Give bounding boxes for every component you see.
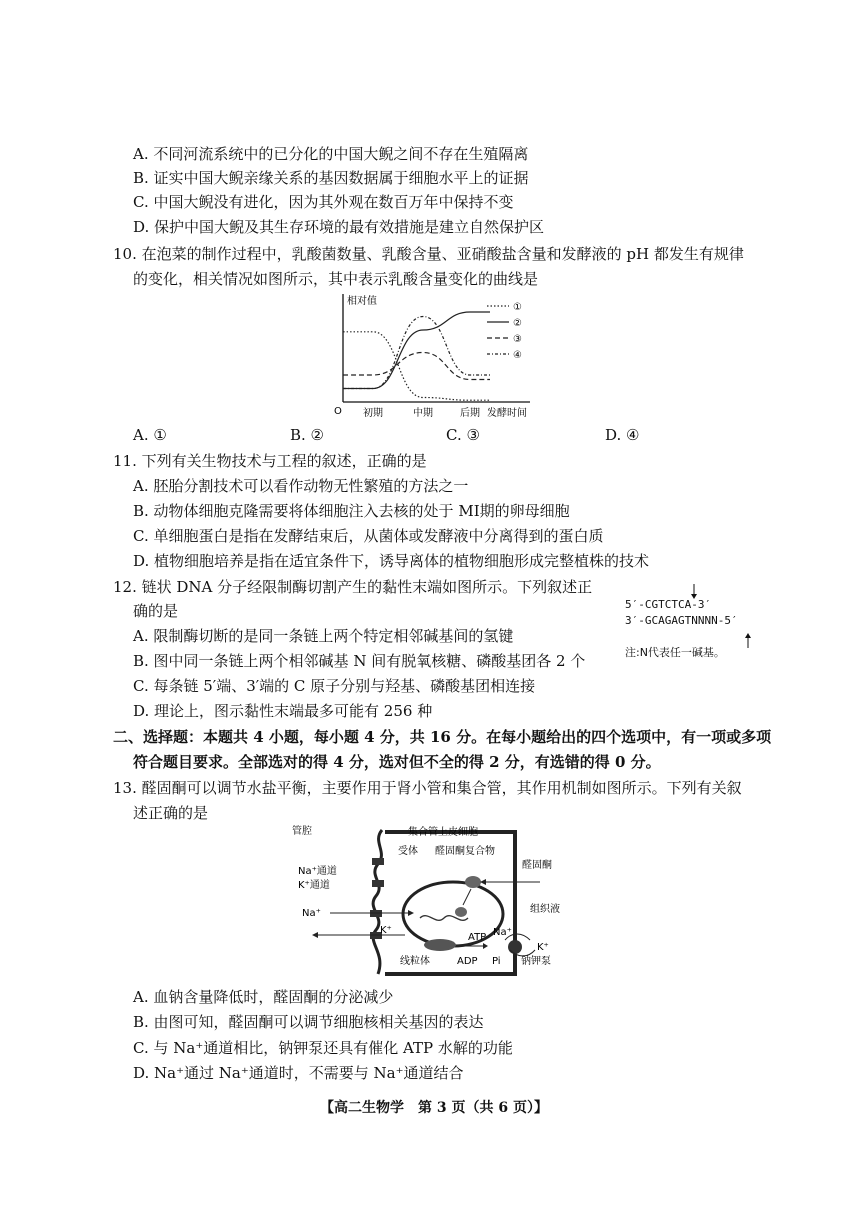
q12-stem-line1: 12. 链状 DNA 分子经限制酶切割产生的黏性末端如图所示。下列叙述正 (113, 578, 593, 596)
complex-to-nucleus-arrow (463, 889, 471, 905)
label-atp: ATP (468, 932, 487, 943)
receptor-complex (465, 876, 481, 888)
na-channel-shape (372, 858, 384, 865)
complex-in-nucleus (455, 907, 467, 917)
atp-arrow-head (483, 943, 488, 949)
q13-stem-line1: 13. 醛固酮可以调节水盐平衡，主要作用于肾小管和集合管，其作用机制如图所示。下列有关叙 (113, 779, 742, 797)
label-na-right: Na⁺ (493, 927, 512, 938)
x-tick-label: 后期 (460, 408, 480, 419)
label-mito: 线粒体 (400, 956, 430, 967)
label-pump: 钠钾泵 (521, 956, 551, 967)
legend-label-1: ① (513, 302, 522, 313)
q12-stem-line2: 确的是 (133, 602, 179, 620)
q10-options (0, 425, 868, 445)
na-in-arrow-head (408, 910, 414, 916)
apical-membrane (373, 830, 382, 974)
label-hormone: 醛固酮 (522, 860, 552, 871)
q11-option-c: C. 单细胞蛋白是指在发酵结束后，从菌体或发酵液中分离得到的蛋白质 (133, 527, 604, 545)
q9-option-c: C. 中国大鲵没有进化，因为其外观在数百万年中保持不变 (133, 193, 514, 211)
label-pi: Pi (492, 956, 501, 967)
dna-strand-bottom: 3′-GCAGAGTNNNN-5′ (625, 614, 738, 627)
label-na: Na⁺ (302, 908, 321, 919)
cut-arrow-bottom-head (745, 633, 751, 638)
q9-option-b: B. 证实中国大鲵亲缘关系的基因数据属于细胞水平上的证据 (133, 169, 529, 187)
section2-line1: 二、选择题：本题共 4 小题，每小题 4 分，共 16 分。在每小题给出的四个选项中，有一项或多项 (113, 728, 772, 746)
dna-note: 注:N代表任一碱基。 (625, 646, 725, 659)
mitochondrion (424, 939, 456, 951)
q11-stem: 11. 下列有关生物技术与工程的叙述，正确的是 (113, 452, 427, 470)
q13-figure (290, 822, 575, 982)
series-line-2 (343, 312, 490, 389)
y-axis-label: 相对值 (347, 296, 377, 307)
label-k: K⁺ (380, 925, 392, 936)
q13-option-c: C. 与 Na⁺通道相比，钠钾泵还具有催化 ATP 水解的功能 (133, 1039, 513, 1057)
label-k-channel: K⁺通道 (298, 880, 330, 891)
q10-option-c: C. ③ (446, 426, 480, 444)
q12-option-d: D. 理论上，图示黏性末端最多可能有 256 种 (133, 702, 433, 720)
section2-line2: 符合题目要求。全部选对的得 4 分，选对但不全的得 2 分，有选错的得 0 分。 (133, 753, 661, 771)
label-na-channel: Na⁺通道 (298, 866, 337, 877)
q13-option-b: B. 由图可知，醛固酮可以调节细胞核相关基因的表达 (133, 1013, 484, 1031)
q9-option-d: D. 保护中国大鲵及其生存环境的最有效措施是建立自然保护区 (133, 218, 545, 236)
origin-label: O (334, 406, 342, 417)
x-tick-label: 初期 (363, 408, 383, 419)
q13-stem-line2: 述正确的是 (133, 804, 209, 822)
series-line-1 (343, 332, 490, 400)
x-tick-label: 中期 (413, 408, 433, 419)
q13-option-d: D. Na⁺通过 Na⁺通道时，不需要与 Na⁺通道结合 (133, 1064, 464, 1082)
q12-figure (625, 582, 765, 662)
label-tissue-fluid: 组织液 (530, 904, 560, 915)
label-adp: ADP (457, 956, 478, 967)
series-line-3 (343, 353, 490, 380)
label-receptor: 受体 (398, 846, 418, 857)
legend-label-2: ② (513, 318, 522, 329)
legend-label-3: ③ (513, 334, 522, 345)
dna-strand-top: 5′-CGTCTCA-3′ (625, 598, 712, 611)
page-footer: 【高二生物学 第 3 页（共 6 页）】 (320, 1100, 548, 1116)
q12-option-b: B. 图中同一条链上两个相邻碱基 N 间有脱氧核糖、磷酸基团各 2 个 (133, 652, 586, 670)
x-axis-label: 发酵时间 (487, 408, 527, 419)
label-complex: 醛固酮复合物 (435, 846, 495, 857)
q12-option-a: A. 限制酶切断的是同一条链上两个特定相邻碱基间的氢键 (133, 627, 514, 645)
q9-option-a: A. 不同河流系统中的已分化的中国大鲵之间不存在生殖隔离 (133, 145, 529, 163)
q11-option-d: D. 植物细胞培养是指在适宜条件下，诱导离体的植物细胞形成完整植株的技术 (133, 552, 650, 570)
label-k-right: K⁺ (537, 942, 549, 953)
q11-option-a: A. 胚胎分割技术可以看作动物无性繁殖的方法之一 (133, 477, 469, 495)
q10-option-b: B. ② (290, 426, 325, 444)
q10-option-a: A. ① (133, 426, 167, 444)
sodium-potassium-pump (508, 940, 522, 954)
q10-stem-line1: 10. 在泡菜的制作过程中，乳酸菌数量、乳酸含量、亚硝酸盐含量和发酵液的 pH 都发生有规律 (113, 245, 744, 263)
q10-legend (485, 294, 535, 364)
legend-label-4: ④ (513, 350, 522, 361)
hormone-entry-arrow-head (480, 879, 486, 885)
q10-option-d: D. ④ (605, 426, 640, 444)
nucleus (403, 882, 503, 946)
q11-option-b: B. 动物体细胞克隆需要将体细胞注入去核的处于 MⅠ期的卵母细胞 (133, 502, 570, 520)
k-out-arrow-head (312, 932, 318, 938)
k-channel-shape (372, 880, 384, 887)
q13-option-a: A. 血钠含量降低时，醛固酮的分泌减少 (133, 988, 394, 1006)
label-cell: 集合管上皮细胞 (408, 827, 478, 838)
q12-option-c: C. 每条链 5′端、3′端的 C 原子分别与羟基、磷酸基团相连接 (133, 677, 536, 695)
label-lumen: 管腔 (292, 826, 312, 837)
q10-stem-line2: 的变化，相关情况如图所示，其中表示乳酸含量变化的曲线是 (133, 270, 539, 288)
